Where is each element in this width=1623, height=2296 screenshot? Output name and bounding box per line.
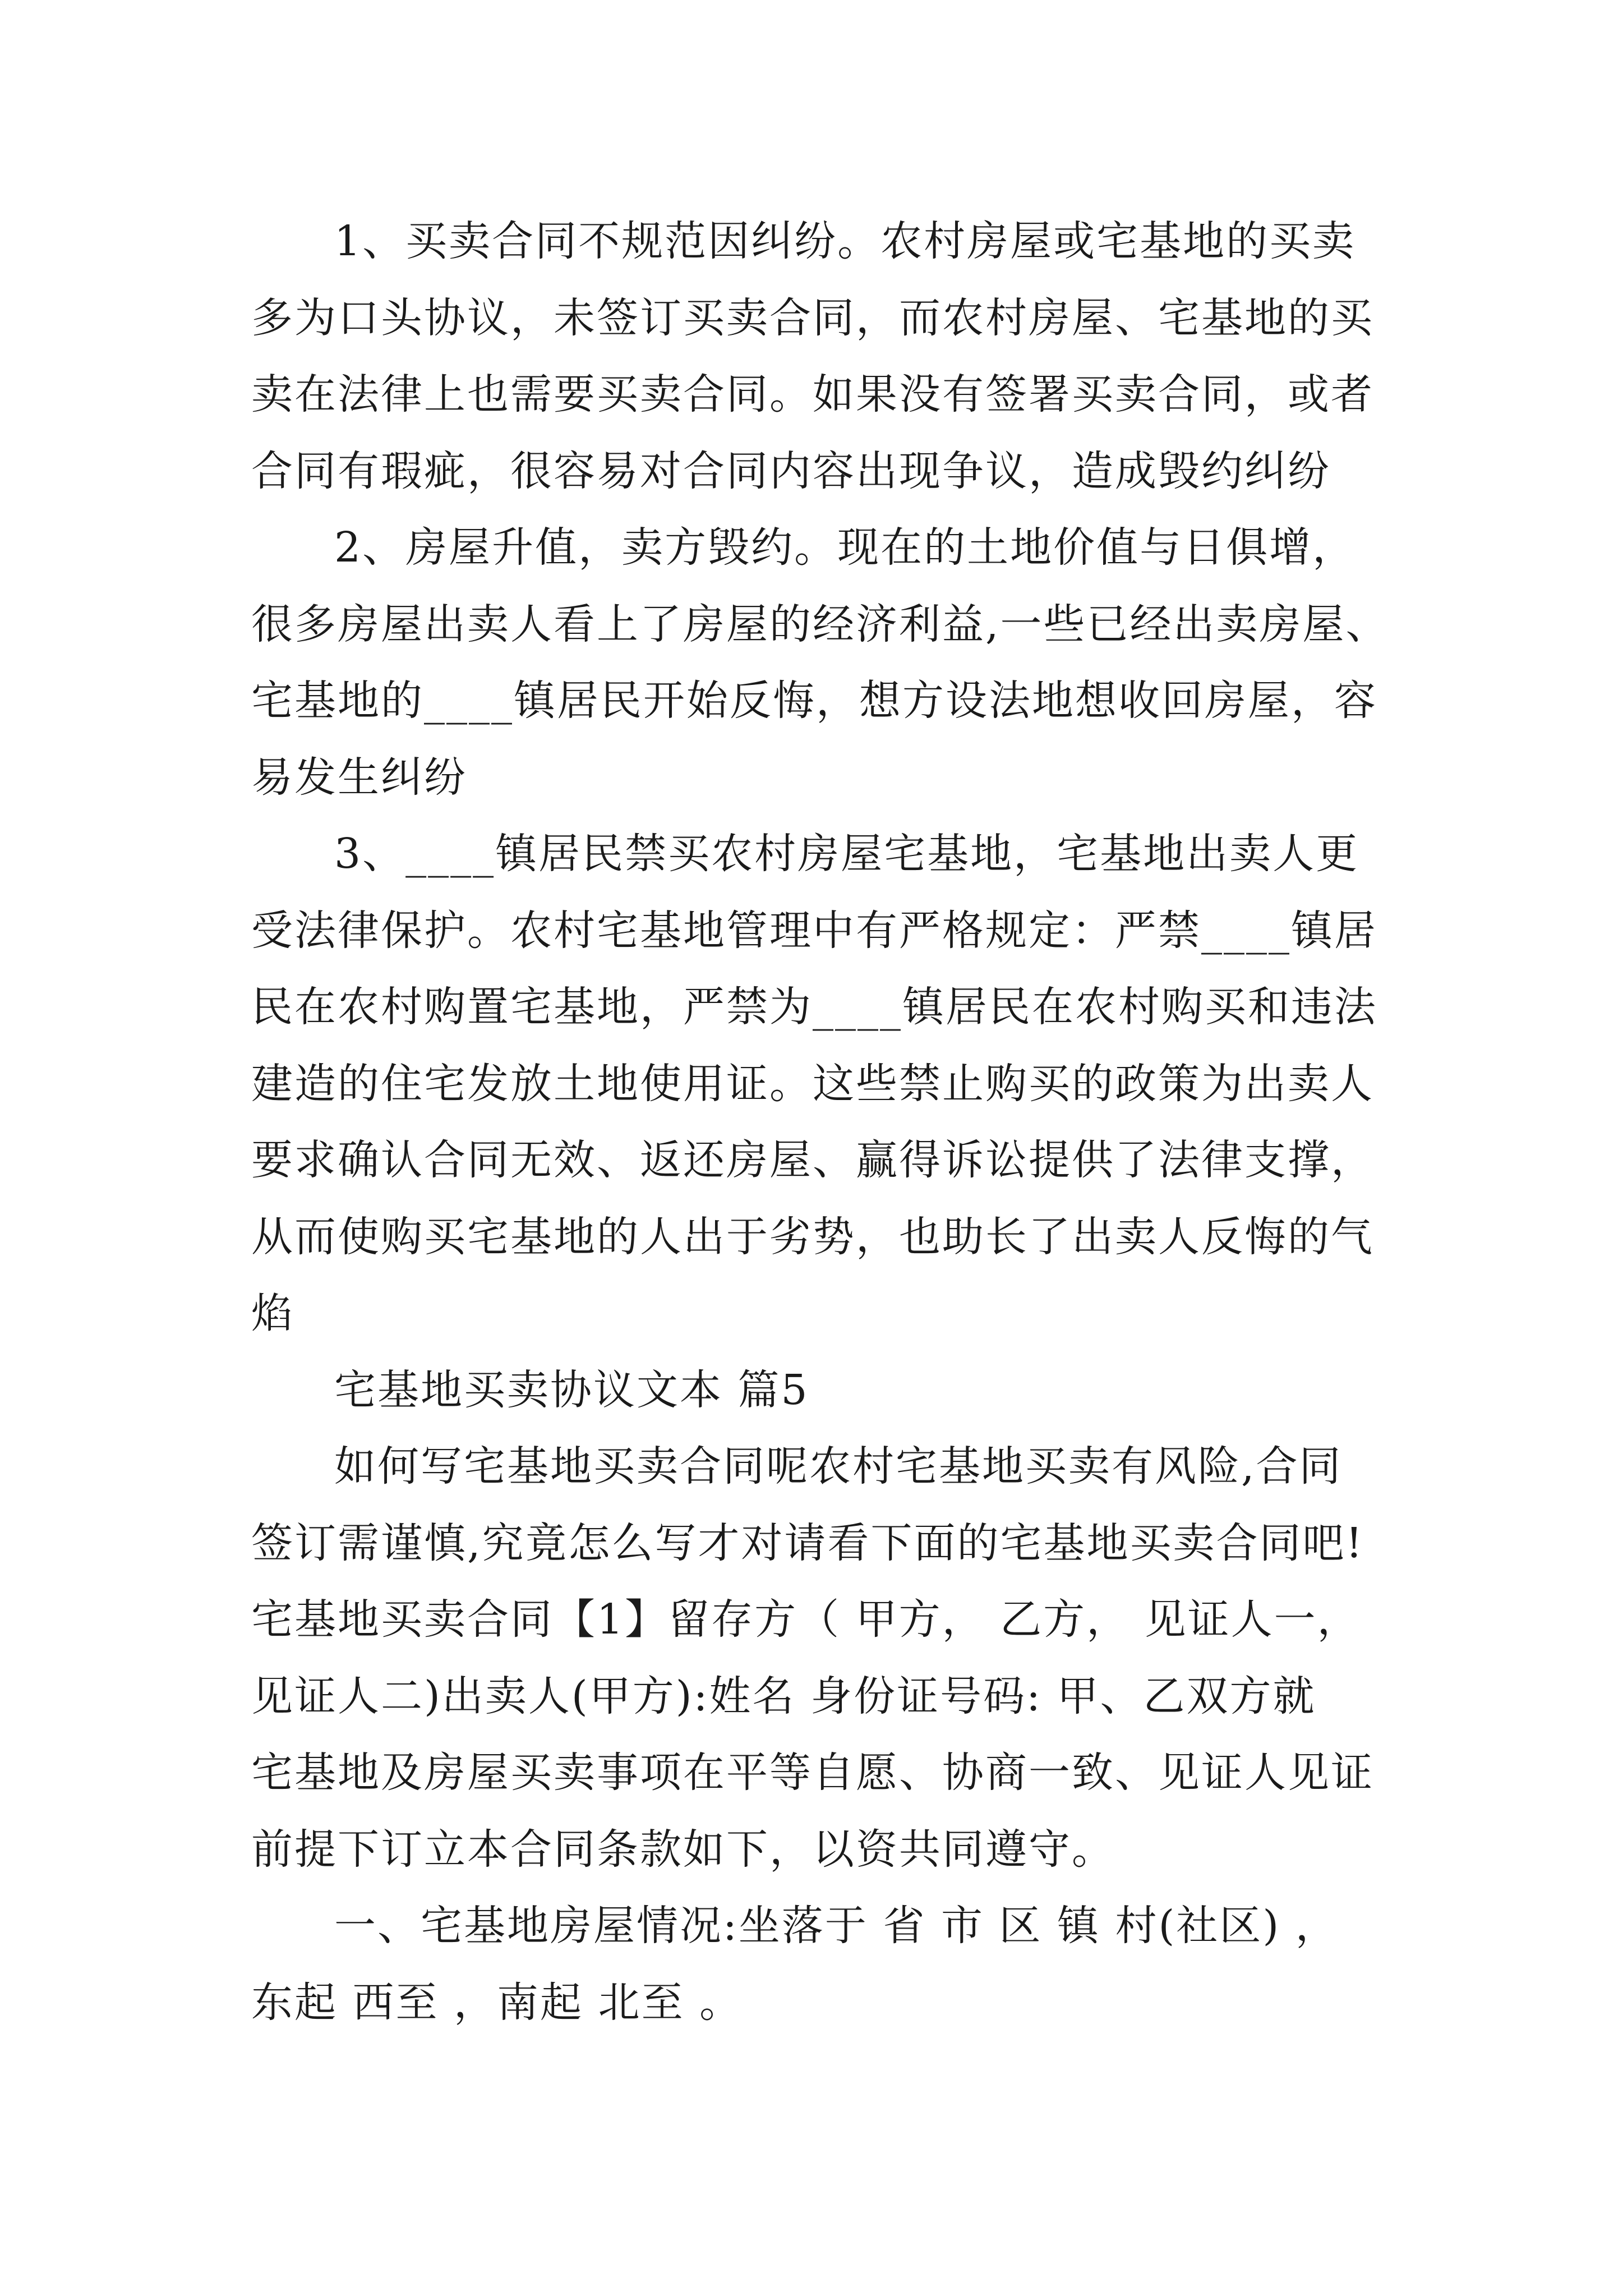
text-line: 合同有瑕疵，很容易对合同内容出现争议，造成毁约纠纷 [251, 447, 1331, 495]
paragraph-4 [251, 1428, 1387, 1888]
text-line: 宅基地的____镇居民开始反悔，想方设法地想收回房屋，容 [251, 677, 1377, 725]
text-line: 见证人二)出卖人(甲方):姓名 身份证号码: 甲、乙双方就 [251, 1672, 1316, 1720]
text-line: 签订需谨慎,究竟怎么写才对请看下面的宅基地买卖合同吧! [251, 1519, 1364, 1567]
text-line: 卖在法律上也需要买卖合同。如果没有签署买卖合同，或者 [251, 370, 1374, 418]
text-line: 如何写宅基地买卖合同呢农村宅基地买卖有风险,合同 [334, 1442, 1343, 1490]
text-line: 受法律保护。农村宅基地管理中有严格规定：严禁____镇居 [251, 906, 1377, 955]
text-line: 民在农村购置宅基地，严禁为____镇居民在农村购买和违法 [251, 983, 1377, 1031]
paragraph-5 [251, 1888, 1387, 2041]
text-line: 很多房屋出卖人看上了房屋的经济利益,一些已经出卖房屋、 [251, 600, 1389, 648]
text-line: 要求确认合同无效、返还房屋、赢得诉讼提供了法律支撑， [251, 1136, 1374, 1184]
text-line: 一、宅基地房屋情况:坐落于 省 市 区 镇 村(社区) ， [334, 1902, 1339, 1950]
text-line: 前提下订立本合同条款如下，以资共同遵守。 [251, 1825, 1115, 1874]
text-line: 2、房屋升值，卖方毁约。现在的土地价值与日俱增， [334, 523, 1356, 572]
document-body [251, 203, 1387, 2041]
section-heading-text: 宅基地买卖协议文本 篇5 [334, 1365, 809, 1414]
text-line: 多为口头协议，未签订买卖合同，而农村房屋、宅基地的买 [251, 293, 1374, 342]
text-line: 焰 [251, 1289, 294, 1337]
text-line: 东起 西至 ，南起 北至 。 [251, 1978, 743, 2027]
text-line: 3、____镇居民禁买农村房屋宅基地，宅基地出卖人更 [334, 830, 1359, 878]
text-line: 宅基地买卖合同【1】留存方（ 甲方， 乙方， 见证人一， [251, 1595, 1361, 1644]
paragraph-1 [251, 203, 1387, 509]
text-line: 宅基地及房屋买卖事项在平等自愿、协商一致、见证人见证 [251, 1749, 1374, 1797]
text-line: 1、买卖合同不规范因纠纷。农村房屋或宅基地的买卖 [334, 217, 1356, 265]
paragraph-3 [251, 816, 1387, 1352]
section-heading [251, 1352, 1387, 1429]
paragraph-2 [251, 509, 1387, 816]
text-line: 易发生纠纷 [251, 753, 467, 802]
text-line: 从而使购买宅基地的人出于劣势，也助长了出卖人反悔的气 [251, 1212, 1374, 1261]
text-line: 建造的住宅发放土地使用证。这些禁止购买的政策为出卖人 [251, 1059, 1374, 1108]
